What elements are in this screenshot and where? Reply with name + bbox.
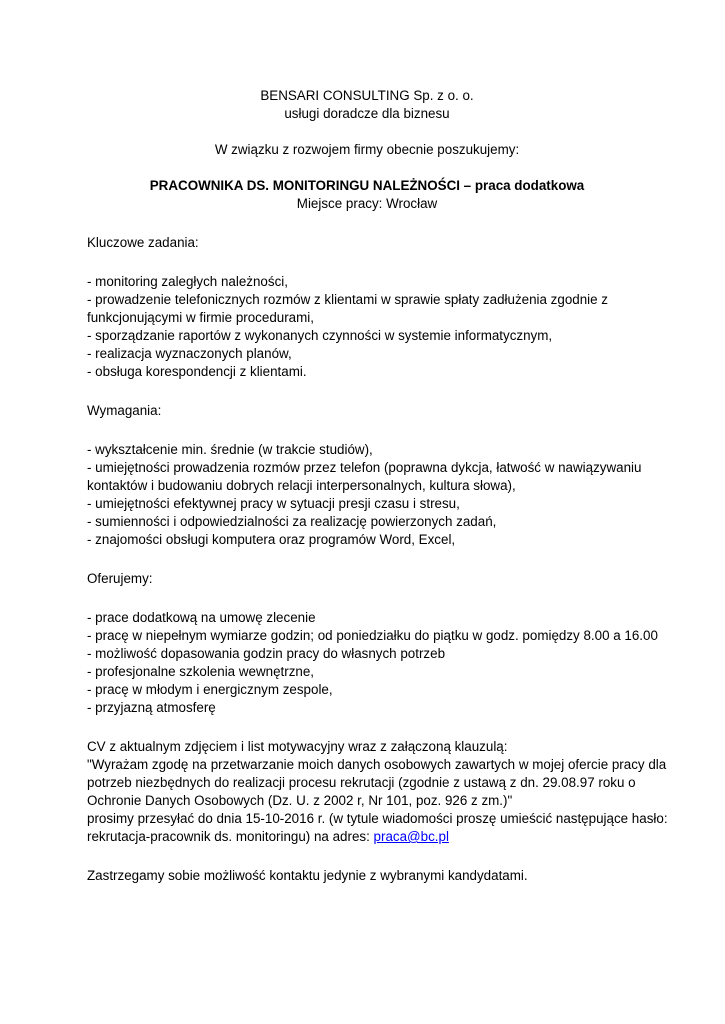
- consent-clause-line: potrzeb niezbędnych do realizacji procesu rekrutacji (zgodnie z ustawą z dn. 29.08.97 roku o: [87, 775, 636, 790]
- consent-clause-line: Ochronie Danych Osobowych (Dz. U. z 2002 r, Nr 101, poz. 926 z zm.)": [87, 793, 513, 808]
- company-tagline: usługi doradcze dla biznesu: [284, 106, 450, 121]
- tasks-heading: Kluczowe zadania:: [87, 235, 199, 250]
- list-item: - prowadzenie telefonicznych rozmów z klientami w sprawie spłaty zadłużenia zgodnie z: [87, 292, 608, 307]
- list-item: - sporządzanie raportów z wykonanych czynności w systemie informatycznym,: [87, 328, 553, 343]
- list-item: - pracę w młodym i energicznym zespole,: [87, 682, 333, 697]
- list-item: - umiejętności efektywnej pracy w sytuacji presji czasu i stresu,: [87, 496, 460, 511]
- list-item: - profesjonalne szkolenia wewnętrzne,: [87, 664, 315, 679]
- offer-list: [87, 609, 658, 717]
- tasks-section: [87, 234, 647, 381]
- offer-heading: Oferujemy:: [87, 571, 153, 586]
- list-item: - obsługa korespondencji z klientami.: [87, 364, 307, 379]
- list-item: - pracę w niepełnym wymiarze godzin; od poniedziałku do piątku w godz. pomiędzy 8.00 a 16.00: [87, 628, 658, 643]
- consent-clause-line: "Wyrażam zgodę na przetwarzanie moich danych osobowych zawartych w mojej ofercie pracy dla: [87, 757, 667, 772]
- list-item: - prace dodatkową na umowę zlecenie: [87, 610, 316, 625]
- application-instructions: CV z aktualnym zdjęciem i list motywacyjny wraz z załączoną klauzulą:: [87, 739, 508, 754]
- requirements-heading: Wymagania:: [87, 403, 162, 418]
- footer-note: Zastrzegamy sobie możliwość kontaktu jedynie z wybranymi kandydatami.: [87, 868, 528, 883]
- address-prefix: rekrutacja-pracownik ds. monitoringu) na adres:: [87, 829, 374, 844]
- list-item: - wykształcenie min. średnie (w trakcie studiów),: [87, 442, 373, 457]
- deadline-text: prosimy przesyłać do dnia 15-10-2016 r. (w tytule wiadomości proszę umieścić następujące hasło:: [87, 811, 668, 826]
- work-location: Miejsce pracy: Wrocław: [296, 196, 438, 211]
- email-link[interactable]: praca@bc.pl: [373, 829, 449, 844]
- position-title: PRACOWNIKA DS. MONITORINGU NALEŻNOŚCI – praca dodatkowa: [149, 178, 585, 193]
- list-item: - monitoring zaległych należności,: [87, 274, 288, 289]
- list-item: - sumienności i odpowiedzialności za realizację powierzonych zadań,: [87, 514, 497, 529]
- list-item: kontaktów i budowaniu dobrych relacji interpersonalnych, kultura słowa),: [87, 478, 516, 493]
- intro-text: W związku z rozwojem firmy obecnie poszukujemy:: [214, 142, 520, 157]
- document-header: [87, 87, 647, 213]
- list-item: - realizacja wyznaczonych planów,: [87, 346, 292, 361]
- tasks-list: [87, 273, 647, 381]
- list-item: - przyjazną atmosferę: [87, 700, 216, 715]
- list-item: - możliwość dopasowania godzin pracy do własnych potrzeb: [87, 646, 446, 661]
- address-line: [87, 828, 647, 846]
- offer-section: [87, 570, 658, 717]
- list-item: - umiejętności prowadzenia rozmów przez telefon (poprawna dykcja, łatwość w nawiązywaniu: [87, 460, 642, 475]
- requirements-section: [87, 402, 647, 549]
- application-section: [87, 738, 668, 846]
- list-item: funkcjonującymi w firmie procedurami,: [87, 310, 314, 325]
- company-name: BENSARI CONSULTING Sp. z o. o.: [260, 88, 474, 103]
- job-offer-document: [87, 87, 668, 885]
- list-item: - znajomości obsługi komputera oraz programów Word, Excel,: [87, 532, 456, 547]
- requirements-list: [87, 441, 647, 549]
